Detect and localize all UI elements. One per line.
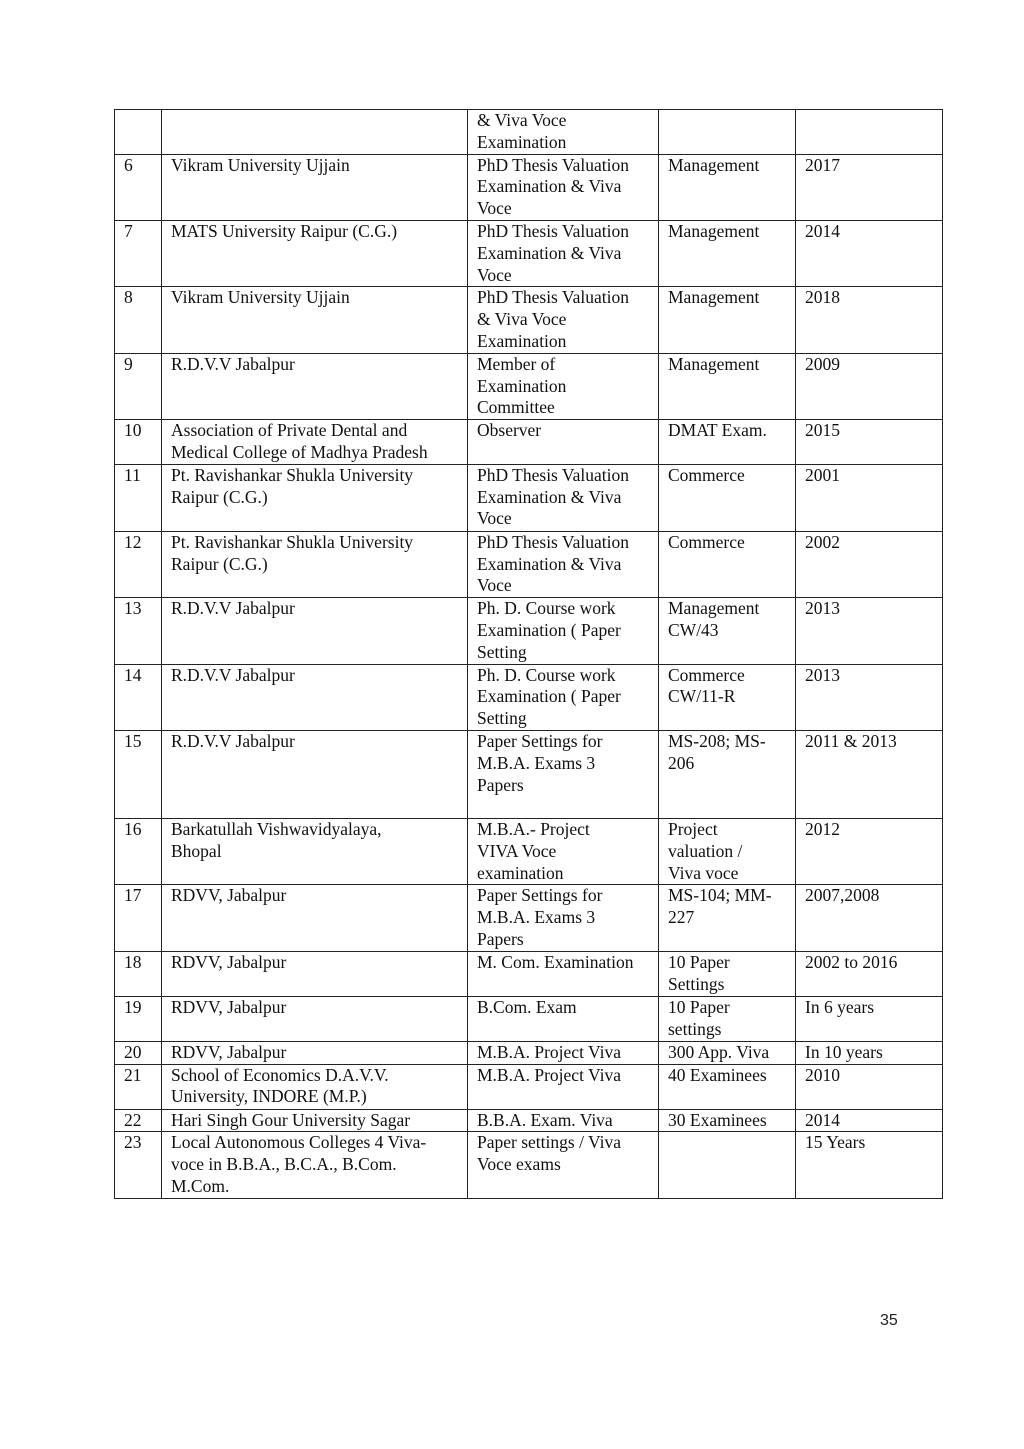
table-row — [115, 154, 943, 220]
table-row — [115, 996, 943, 1041]
cell-year: 2009 — [796, 353, 943, 419]
table-row — [115, 531, 943, 597]
cell-subject: MS-104; MM- 227 — [659, 885, 796, 952]
cell-no: 9 — [115, 353, 162, 419]
cell-institution: Vikram University Ujjain — [162, 287, 468, 353]
table-row — [115, 1132, 943, 1199]
cell-year: 2013 — [796, 598, 943, 664]
table-row — [115, 664, 943, 730]
cell-work: Ph. D. Course work Examination ( Paper Setting — [468, 664, 659, 730]
table-row — [115, 885, 943, 952]
cell-institution — [162, 110, 468, 155]
cell-subject: Management CW/43 — [659, 598, 796, 664]
cell-year: 15 Years — [796, 1132, 943, 1199]
cell-work: Paper Settings for M.B.A. Exams 3 Papers — [468, 885, 659, 952]
cell-year: 2012 — [796, 818, 943, 884]
cell-no — [115, 110, 162, 155]
cell-year: In 10 years — [796, 1041, 943, 1064]
cell-institution: Pt. Ravishankar Shukla University Raipur (C.G.) — [162, 464, 468, 531]
table-row — [115, 952, 943, 997]
cell-year: 2002 — [796, 531, 943, 597]
cell-year: In 6 years — [796, 996, 943, 1041]
cell-work: PhD Thesis Valuation Examination & Viva Voce — [468, 531, 659, 597]
cell-year: 2001 — [796, 464, 943, 531]
cell-subject: Management — [659, 353, 796, 419]
cell-institution: MATS University Raipur (C.G.) — [162, 220, 468, 286]
cell-work: M.B.A.- Project VIVA Voce examination — [468, 818, 659, 884]
cell-no: 19 — [115, 996, 162, 1041]
cell-work: PhD Thesis Valuation Examination & Viva Voce — [468, 220, 659, 286]
cell-institution: R.D.V.V Jabalpur — [162, 353, 468, 419]
cell-subject: Commerce — [659, 531, 796, 597]
cell-no: 10 — [115, 420, 162, 465]
cell-institution: RDVV, Jabalpur — [162, 996, 468, 1041]
cell-no: 17 — [115, 885, 162, 952]
cell-work: M.B.A. Project Viva — [468, 1064, 659, 1109]
cell-subject: 10 Paper settings — [659, 996, 796, 1041]
cell-work: Ph. D. Course work Examination ( Paper Setting — [468, 598, 659, 664]
cell-no: 21 — [115, 1064, 162, 1109]
cell-no: 7 — [115, 220, 162, 286]
cell-institution: R.D.V.V Jabalpur — [162, 598, 468, 664]
cell-subject: MS-208; MS- 206 — [659, 730, 796, 818]
cell-subject — [659, 110, 796, 155]
cell-no: 20 — [115, 1041, 162, 1064]
cell-work: PhD Thesis Valuation Examination & Viva Voce — [468, 154, 659, 220]
cell-institution: Vikram University Ujjain — [162, 154, 468, 220]
cell-year: 2002 to 2016 — [796, 952, 943, 997]
table-row — [115, 220, 943, 286]
table-row — [115, 1041, 943, 1064]
cell-no: 14 — [115, 664, 162, 730]
cell-subject: Management — [659, 220, 796, 286]
cell-subject: Project valuation / Viva voce — [659, 818, 796, 884]
cell-institution: Pt. Ravishankar Shukla University Raipur (C.G.) — [162, 531, 468, 597]
cell-year: 2007,2008 — [796, 885, 943, 952]
cell-institution: RDVV, Jabalpur — [162, 952, 468, 997]
cell-no: 16 — [115, 818, 162, 884]
cell-year: 2014 — [796, 1109, 943, 1132]
cell-institution: R.D.V.V Jabalpur — [162, 664, 468, 730]
cell-institution: Association of Private Dental and Medical College of Madhya Pradesh — [162, 420, 468, 465]
cell-institution: Hari Singh Gour University Sagar — [162, 1109, 468, 1132]
table-row — [115, 110, 943, 155]
cell-institution: R.D.V.V Jabalpur — [162, 730, 468, 818]
cell-no: 11 — [115, 464, 162, 531]
cell-institution: Barkatullah Vishwavidyalaya, Bhopal — [162, 818, 468, 884]
cell-year: 2014 — [796, 220, 943, 286]
cell-no: 22 — [115, 1109, 162, 1132]
cell-institution: Local Autonomous Colleges 4 Viva- voce in B.B.A., B.C.A., B.Com. M.Com. — [162, 1132, 468, 1199]
examination-duties-table — [114, 109, 943, 1199]
cell-year: 2010 — [796, 1064, 943, 1109]
cell-work: Observer — [468, 420, 659, 465]
cell-subject: 10 Paper Settings — [659, 952, 796, 997]
cell-no: 15 — [115, 730, 162, 818]
page-number: 35 — [880, 1312, 898, 1329]
cell-work: Paper settings / Viva Voce exams — [468, 1132, 659, 1199]
cell-subject: 40 Examinees — [659, 1064, 796, 1109]
cell-subject: Commerce — [659, 464, 796, 531]
cell-work: B.B.A. Exam. Viva — [468, 1109, 659, 1132]
table-row — [115, 353, 943, 419]
cell-no: 6 — [115, 154, 162, 220]
cell-work: M. Com. Examination — [468, 952, 659, 997]
cell-subject: 300 App. Viva — [659, 1041, 796, 1064]
cell-year — [796, 110, 943, 155]
cell-work: B.Com. Exam — [468, 996, 659, 1041]
cell-year: 2013 — [796, 664, 943, 730]
table-row — [115, 420, 943, 465]
table-row — [115, 1109, 943, 1132]
cell-institution: School of Economics D.A.V.V. University, INDORE (M.P.) — [162, 1064, 468, 1109]
table-row — [115, 818, 943, 884]
cell-year: 2018 — [796, 287, 943, 353]
cell-subject: Commerce CW/11-R — [659, 664, 796, 730]
cell-no: 8 — [115, 287, 162, 353]
cell-work: M.B.A. Project Viva — [468, 1041, 659, 1064]
cell-work: & Viva Voce Examination — [468, 110, 659, 155]
cell-work: Member of Examination Committee — [468, 353, 659, 419]
cell-work: PhD Thesis Valuation & Viva Voce Examination — [468, 287, 659, 353]
table-row — [115, 1064, 943, 1109]
cell-no: 18 — [115, 952, 162, 997]
cell-no: 23 — [115, 1132, 162, 1199]
cell-institution: RDVV, Jabalpur — [162, 1041, 468, 1064]
cell-year: 2017 — [796, 154, 943, 220]
cell-institution: RDVV, Jabalpur — [162, 885, 468, 952]
table-row — [115, 598, 943, 664]
cell-year: 2015 — [796, 420, 943, 465]
cell-subject: 30 Examinees — [659, 1109, 796, 1132]
cell-subject — [659, 1132, 796, 1199]
table-body — [115, 110, 943, 1199]
table-row — [115, 287, 943, 353]
cell-subject: DMAT Exam. — [659, 420, 796, 465]
cell-no: 12 — [115, 531, 162, 597]
cell-work: PhD Thesis Valuation Examination & Viva Voce — [468, 464, 659, 531]
cell-work: Paper Settings for M.B.A. Exams 3 Papers — [468, 730, 659, 818]
cell-year: 2011 & 2013 — [796, 730, 943, 818]
cell-no: 13 — [115, 598, 162, 664]
table-row — [115, 730, 943, 818]
cell-subject: Management — [659, 154, 796, 220]
table-row — [115, 464, 943, 531]
cell-subject: Management — [659, 287, 796, 353]
